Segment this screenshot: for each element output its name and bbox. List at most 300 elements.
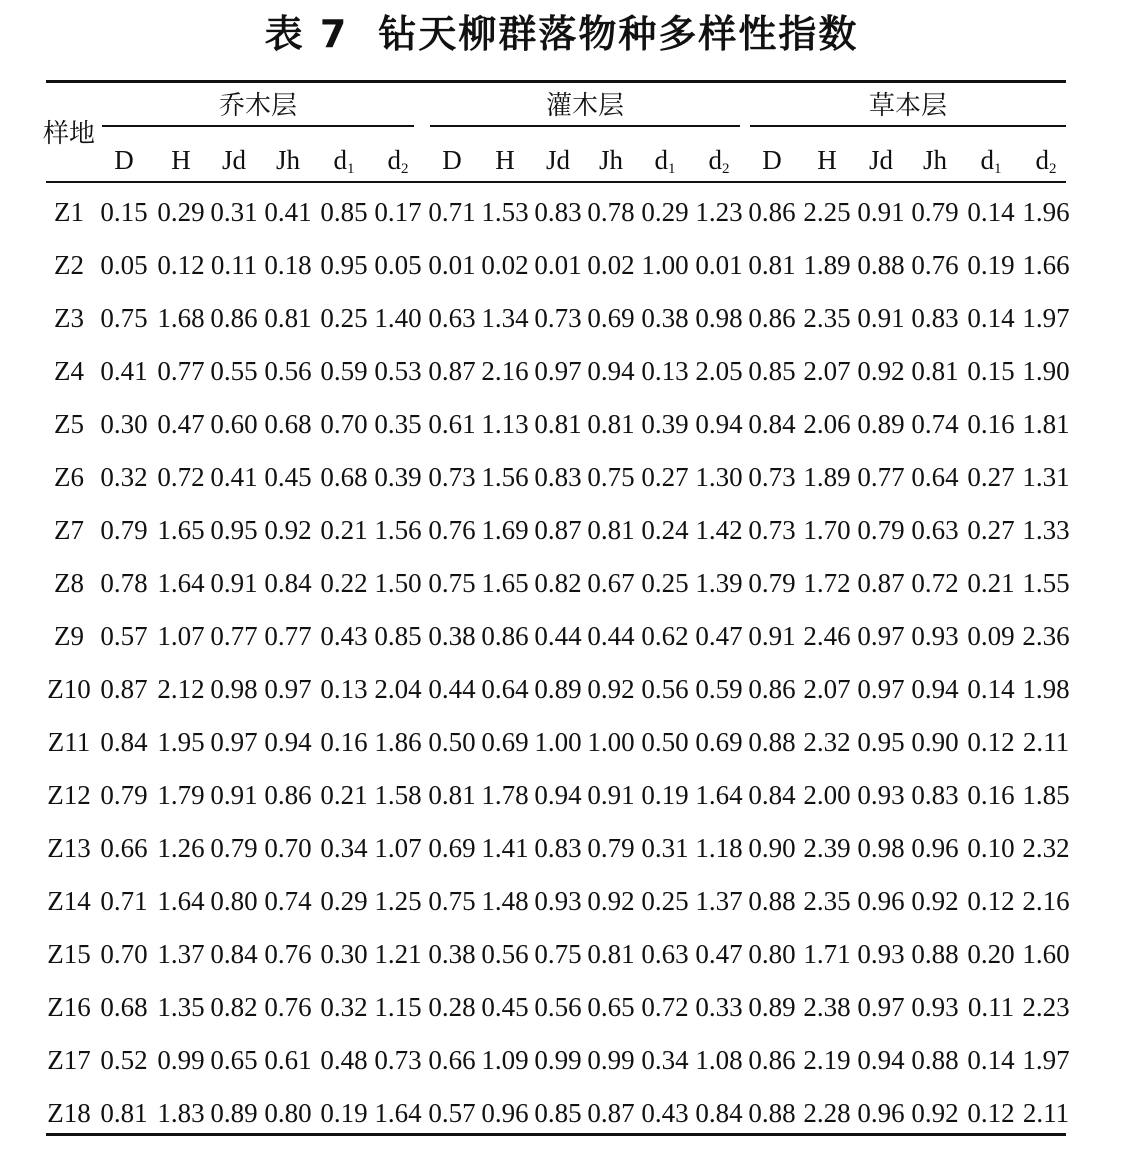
table-cell: 0.32 <box>320 992 368 1022</box>
table-cell: 0.81 <box>100 1098 148 1128</box>
table-cell: 2.39 <box>803 833 851 863</box>
table-cell: 1.98 <box>1022 674 1070 704</box>
table-cell: 1.40 <box>374 303 422 333</box>
table-cell: 0.87 <box>428 356 476 386</box>
column-header-subscript: 2 <box>401 161 409 177</box>
table-cell: 0.14 <box>967 674 1015 704</box>
group-header-herb: 草本层 <box>868 91 947 121</box>
table-cell: 0.77 <box>157 356 205 386</box>
column-header <box>964 142 1018 178</box>
table-cell: 0.38 <box>428 621 476 651</box>
table-cell: 0.74 <box>911 409 959 439</box>
table-cell: 0.53 <box>374 356 422 386</box>
table-cell: 1.64 <box>157 568 205 598</box>
table-cell: 0.87 <box>534 515 582 545</box>
table-cell: 0.70 <box>320 409 368 439</box>
table-cell: 0.78 <box>100 568 148 598</box>
table-cell: 1.08 <box>695 1045 743 1075</box>
table-cell: 0.82 <box>210 992 258 1022</box>
table-cell: 0.88 <box>748 727 796 757</box>
table-cell: 0.73 <box>748 462 796 492</box>
table-cell: 0.89 <box>210 1098 258 1128</box>
table-cell: 0.27 <box>967 515 1015 545</box>
column-header <box>1019 142 1073 178</box>
site-label: Z1 <box>54 197 84 227</box>
table-cell: 0.99 <box>157 1045 205 1075</box>
table-cell: 0.75 <box>100 303 148 333</box>
table-cell: 0.92 <box>587 674 635 704</box>
table-cell: 1.00 <box>534 727 582 757</box>
table-cell: 0.56 <box>641 674 689 704</box>
column-header <box>638 142 692 178</box>
column-header <box>261 142 315 178</box>
table-cell: 1.97 <box>1022 303 1070 333</box>
table-cell: 0.70 <box>264 833 312 863</box>
table-cell: 1.18 <box>695 833 743 863</box>
table-cell: 0.99 <box>534 1045 582 1075</box>
table-cell: 2.07 <box>803 356 851 386</box>
table-cell: 0.73 <box>428 462 476 492</box>
table-cell: 0.92 <box>587 886 635 916</box>
table-cell: 0.61 <box>428 409 476 439</box>
table-cell: 0.45 <box>264 462 312 492</box>
table-cell: 2.35 <box>803 303 851 333</box>
column-header <box>97 142 151 178</box>
site-label: Z15 <box>47 939 91 969</box>
table-cell: 2.19 <box>803 1045 851 1075</box>
table-cell: 1.96 <box>1022 197 1070 227</box>
table-cell: 1.26 <box>157 833 205 863</box>
table-cell: 0.18 <box>264 250 312 280</box>
table-cell: 1.25 <box>374 886 422 916</box>
column-header <box>584 142 638 178</box>
table-cell: 0.69 <box>481 727 529 757</box>
table-cell: 0.75 <box>534 939 582 969</box>
table-cell: 0.99 <box>587 1045 635 1075</box>
table-cell: 0.44 <box>428 674 476 704</box>
table-cell: 0.44 <box>587 621 635 651</box>
table-cell: 0.93 <box>857 939 905 969</box>
table-caption: 钻天柳群落物种多样性指数 <box>378 12 859 56</box>
table-cell: 0.19 <box>967 250 1015 280</box>
table-cell: 0.64 <box>911 462 959 492</box>
table-cell: 0.14 <box>967 197 1015 227</box>
table-cell: 0.80 <box>210 886 258 916</box>
column-header <box>478 142 532 178</box>
table-cell: 1.48 <box>481 886 529 916</box>
table-cell: 0.91 <box>587 780 635 810</box>
column-header-main: Jd <box>545 145 570 175</box>
site-label: Z5 <box>54 409 84 439</box>
table-cell: 0.85 <box>320 197 368 227</box>
table-cell: 0.15 <box>967 356 1015 386</box>
table-cell: 2.32 <box>1022 833 1070 863</box>
table-cell: 0.31 <box>210 197 258 227</box>
table-cell: 0.74 <box>264 886 312 916</box>
table-cell: 0.31 <box>641 833 689 863</box>
site-label: Z11 <box>47 727 91 757</box>
table-cell: 0.68 <box>100 992 148 1022</box>
table-cell: 0.76 <box>428 515 476 545</box>
table-cell: 0.70 <box>100 939 148 969</box>
table-cell: 0.84 <box>264 568 312 598</box>
table-cell: 0.47 <box>157 409 205 439</box>
table-cell: 1.23 <box>695 197 743 227</box>
table-cell: 0.24 <box>641 515 689 545</box>
table-cell: 1.68 <box>157 303 205 333</box>
table-cell: 0.56 <box>481 939 529 969</box>
table-cell: 1.50 <box>374 568 422 598</box>
column-header <box>854 142 908 178</box>
table-cell: 0.67 <box>587 568 635 598</box>
table-cell: 0.91 <box>748 621 796 651</box>
table-cell: 0.80 <box>748 939 796 969</box>
table-cell: 0.20 <box>967 939 1015 969</box>
table-cell: 0.78 <box>587 197 635 227</box>
table-cell: 1.64 <box>695 780 743 810</box>
table-cell: 0.81 <box>911 356 959 386</box>
table-cell: 0.83 <box>911 780 959 810</box>
table-cell: 0.84 <box>695 1098 743 1128</box>
table-cell: 2.36 <box>1022 621 1070 651</box>
table-cell: 0.81 <box>748 250 796 280</box>
table-cell: 1.71 <box>803 939 851 969</box>
table-cell: 0.79 <box>857 515 905 545</box>
table-cell: 2.07 <box>803 674 851 704</box>
table-cell: 0.60 <box>210 409 258 439</box>
table-cell: 0.68 <box>320 462 368 492</box>
table-cell: 0.72 <box>157 462 205 492</box>
table-cell: 1.65 <box>157 515 205 545</box>
site-label: Z10 <box>47 674 91 704</box>
table-cell: 0.79 <box>210 833 258 863</box>
table-cell: 0.98 <box>210 674 258 704</box>
table-cell: 0.56 <box>264 356 312 386</box>
site-label: Z16 <box>47 992 91 1022</box>
table-cell: 0.86 <box>748 1045 796 1075</box>
table-cell: 0.95 <box>857 727 905 757</box>
table-cell: 0.93 <box>857 780 905 810</box>
table-cell: 0.82 <box>534 568 582 598</box>
table-cell: 0.02 <box>481 250 529 280</box>
table-cell: 0.59 <box>695 674 743 704</box>
table-cell: 0.57 <box>100 621 148 651</box>
table-cell: 0.19 <box>641 780 689 810</box>
table-cell: 0.29 <box>157 197 205 227</box>
table-cell: 1.78 <box>481 780 529 810</box>
table-cell: 0.76 <box>264 992 312 1022</box>
table-cell: 0.81 <box>264 303 312 333</box>
table-cell: 1.72 <box>803 568 851 598</box>
table-cell: 0.97 <box>534 356 582 386</box>
table-cell: 0.76 <box>264 939 312 969</box>
table-cell: 0.89 <box>857 409 905 439</box>
table-cell: 0.65 <box>210 1045 258 1075</box>
table-cell: 0.16 <box>967 409 1015 439</box>
table-cell: 2.25 <box>803 197 851 227</box>
table-cell: 0.85 <box>748 356 796 386</box>
table-cell: 0.87 <box>100 674 148 704</box>
site-label: Z18 <box>47 1098 91 1128</box>
column-header-main: Jh <box>922 145 947 175</box>
table-cell: 0.81 <box>587 939 635 969</box>
table-cell: 1.86 <box>374 727 422 757</box>
column-header-main: Jh <box>598 145 623 175</box>
table-cell: 0.52 <box>100 1045 148 1075</box>
table-cell: 2.04 <box>374 674 422 704</box>
table-cell: 0.73 <box>534 303 582 333</box>
table-cell: 0.12 <box>967 1098 1015 1128</box>
table-cell: 0.79 <box>100 515 148 545</box>
table-cell: 0.17 <box>374 197 422 227</box>
table-cell: 0.96 <box>857 886 905 916</box>
table-cell: 0.35 <box>374 409 422 439</box>
column-header <box>154 142 208 178</box>
table-cell: 0.30 <box>320 939 368 969</box>
table-cell: 0.91 <box>210 780 258 810</box>
table-cell: 0.75 <box>428 886 476 916</box>
table-cell: 0.16 <box>320 727 368 757</box>
table-cell: 0.85 <box>374 621 422 651</box>
table-cell: 1.39 <box>695 568 743 598</box>
top-rule <box>46 80 1066 83</box>
table-cell: 0.77 <box>857 462 905 492</box>
site-label: Z17 <box>47 1045 91 1075</box>
column-header-main: d <box>387 145 401 175</box>
table-cell: 0.89 <box>534 674 582 704</box>
table-cell: 0.91 <box>857 303 905 333</box>
table-cell: 1.35 <box>157 992 205 1022</box>
site-label: Z8 <box>54 568 84 598</box>
table-cell: 0.81 <box>428 780 476 810</box>
table-cell: 0.13 <box>641 356 689 386</box>
table-cell: 0.12 <box>967 886 1015 916</box>
table-cell: 1.60 <box>1022 939 1070 969</box>
table-cell: 0.21 <box>320 780 368 810</box>
table-cell: 0.32 <box>100 462 148 492</box>
table-cell: 0.11 <box>967 992 1015 1022</box>
table-cell: 0.86 <box>748 674 796 704</box>
table-cell: 1.31 <box>1022 462 1070 492</box>
table-number: 表 7 <box>264 12 349 56</box>
table-cell: 0.28 <box>428 992 476 1022</box>
table-cell: 0.65 <box>587 992 635 1022</box>
table-cell: 1.09 <box>481 1045 529 1075</box>
table-cell: 0.64 <box>481 674 529 704</box>
column-header <box>531 142 585 178</box>
table-cell: 1.30 <box>695 462 743 492</box>
table-cell: 0.29 <box>641 197 689 227</box>
table-cell: 1.85 <box>1022 780 1070 810</box>
table-cell: 1.81 <box>1022 409 1070 439</box>
table-cell: 0.73 <box>748 515 796 545</box>
table-cell: 1.65 <box>481 568 529 598</box>
table-cell: 0.30 <box>100 409 148 439</box>
table-cell: 2.11 <box>1022 1098 1070 1128</box>
table-cell: 0.33 <box>695 992 743 1022</box>
table-cell: 0.25 <box>641 568 689 598</box>
table-cell: 0.68 <box>264 409 312 439</box>
table-cell: 0.77 <box>210 621 258 651</box>
table-cell: 0.85 <box>534 1098 582 1128</box>
table-cell: 1.53 <box>481 197 529 227</box>
column-header <box>207 142 261 178</box>
table-cell: 0.02 <box>587 250 635 280</box>
table-cell: 2.46 <box>803 621 851 651</box>
header-rule <box>46 181 1066 183</box>
table-cell: 0.81 <box>587 515 635 545</box>
table-cell: 0.90 <box>911 727 959 757</box>
table-cell: 1.70 <box>803 515 851 545</box>
table-cell: 2.38 <box>803 992 851 1022</box>
site-label: Z7 <box>54 515 84 545</box>
table-cell: 1.00 <box>587 727 635 757</box>
site-label: Z14 <box>47 886 91 916</box>
table-cell: 2.16 <box>1022 886 1070 916</box>
table-cell: 0.94 <box>911 674 959 704</box>
table-cell: 0.88 <box>748 886 796 916</box>
table-cell: 0.93 <box>534 886 582 916</box>
table-cell: 0.19 <box>320 1098 368 1128</box>
table-cell: 2.35 <box>803 886 851 916</box>
table-cell: 0.97 <box>264 674 312 704</box>
table-cell: 0.87 <box>587 1098 635 1128</box>
table-cell: 0.63 <box>641 939 689 969</box>
table-cell: 0.75 <box>428 568 476 598</box>
column-header-main: d <box>980 145 994 175</box>
column-header-main: d <box>708 145 722 175</box>
table-cell: 0.88 <box>911 939 959 969</box>
column-header-subscript: 2 <box>722 161 730 177</box>
table-cell: 0.94 <box>534 780 582 810</box>
site-label: Z3 <box>54 303 84 333</box>
table-cell: 2.12 <box>157 674 205 704</box>
table-cell: 0.11 <box>210 250 258 280</box>
table-cell: 0.83 <box>534 833 582 863</box>
table-cell: 0.13 <box>320 674 368 704</box>
table-cell: 0.05 <box>374 250 422 280</box>
table-cell: 0.48 <box>320 1045 368 1075</box>
table-cell: 1.79 <box>157 780 205 810</box>
table-cell: 0.43 <box>641 1098 689 1128</box>
table-cell: 0.72 <box>641 992 689 1022</box>
table-cell: 1.37 <box>157 939 205 969</box>
table-cell: 0.57 <box>428 1098 476 1128</box>
table-cell: 2.11 <box>1022 727 1070 757</box>
table-cell: 0.47 <box>695 939 743 969</box>
column-header-main: H <box>817 145 837 175</box>
table-cell: 1.89 <box>803 250 851 280</box>
table-cell: 0.01 <box>695 250 743 280</box>
table-cell: 0.38 <box>641 303 689 333</box>
table-cell: 0.66 <box>428 1045 476 1075</box>
group-header-tree: 乔木层 <box>218 91 297 121</box>
table-cell: 0.59 <box>320 356 368 386</box>
table-cell: 1.64 <box>157 886 205 916</box>
table-cell: 0.27 <box>641 462 689 492</box>
table-cell: 1.90 <box>1022 356 1070 386</box>
table-cell: 0.16 <box>967 780 1015 810</box>
table-cell: 1.83 <box>157 1098 205 1128</box>
table-cell: 0.69 <box>428 833 476 863</box>
table-cell: 0.50 <box>428 727 476 757</box>
table-cell: 0.43 <box>320 621 368 651</box>
table-cell: 1.56 <box>374 515 422 545</box>
table-cell: 0.39 <box>641 409 689 439</box>
table-cell: 0.41 <box>210 462 258 492</box>
table-cell: 0.94 <box>587 356 635 386</box>
table-cell: 0.44 <box>534 621 582 651</box>
table-cell: 0.69 <box>587 303 635 333</box>
table-cell: 0.01 <box>534 250 582 280</box>
table-cell: 0.27 <box>967 462 1015 492</box>
table-cell: 0.63 <box>911 515 959 545</box>
table-cell: 2.16 <box>481 356 529 386</box>
site-label: Z6 <box>54 462 84 492</box>
column-header-main: d <box>1035 145 1049 175</box>
table-cell: 1.55 <box>1022 568 1070 598</box>
column-header-main: H <box>171 145 191 175</box>
table-cell: 0.61 <box>264 1045 312 1075</box>
table-cell: 1.34 <box>481 303 529 333</box>
group-header-shrub: 灌木层 <box>545 91 624 121</box>
table-cell: 0.97 <box>857 992 905 1022</box>
site-label: Z4 <box>54 356 84 386</box>
site-label: Z12 <box>47 780 91 810</box>
table-cell: 0.96 <box>857 1098 905 1128</box>
table-cell: 0.45 <box>481 992 529 1022</box>
table-cell: 0.83 <box>534 462 582 492</box>
table-cell: 0.55 <box>210 356 258 386</box>
table-cell: 0.94 <box>264 727 312 757</box>
column-header-main: d <box>654 145 668 175</box>
table-cell: 2.28 <box>803 1098 851 1128</box>
column-header-subscript: 1 <box>347 161 355 177</box>
column-header-main: H <box>495 145 515 175</box>
table-cell: 0.95 <box>210 515 258 545</box>
table-cell: 0.89 <box>748 992 796 1022</box>
table-cell: 0.80 <box>264 1098 312 1128</box>
table-cell: 2.23 <box>1022 992 1070 1022</box>
table-cell: 0.41 <box>100 356 148 386</box>
column-header <box>800 142 854 178</box>
table-cell: 1.89 <box>803 462 851 492</box>
table-cell: 1.41 <box>481 833 529 863</box>
table-cell: 1.37 <box>695 886 743 916</box>
table-cell: 0.14 <box>967 303 1015 333</box>
table-cell: 0.05 <box>100 250 148 280</box>
table-cell: 1.56 <box>481 462 529 492</box>
column-header-main: Jd <box>221 145 246 175</box>
table-cell: 0.92 <box>911 1098 959 1128</box>
column-header-main: D <box>114 145 134 175</box>
table-cell: 0.21 <box>967 568 1015 598</box>
column-header <box>317 142 371 178</box>
table-cell: 0.01 <box>428 250 476 280</box>
table-cell: 0.86 <box>748 303 796 333</box>
table-cell: 0.84 <box>100 727 148 757</box>
table-cell: 0.71 <box>100 886 148 916</box>
column-header-main: D <box>762 145 782 175</box>
table-cell: 0.86 <box>748 197 796 227</box>
table-cell: 0.12 <box>157 250 205 280</box>
table-cell: 0.29 <box>320 886 368 916</box>
table-cell: 0.79 <box>748 568 796 598</box>
table-cell: 1.97 <box>1022 1045 1070 1075</box>
table-cell: 2.00 <box>803 780 851 810</box>
column-header-subscript: 2 <box>1049 161 1057 177</box>
table-cell: 1.00 <box>641 250 689 280</box>
